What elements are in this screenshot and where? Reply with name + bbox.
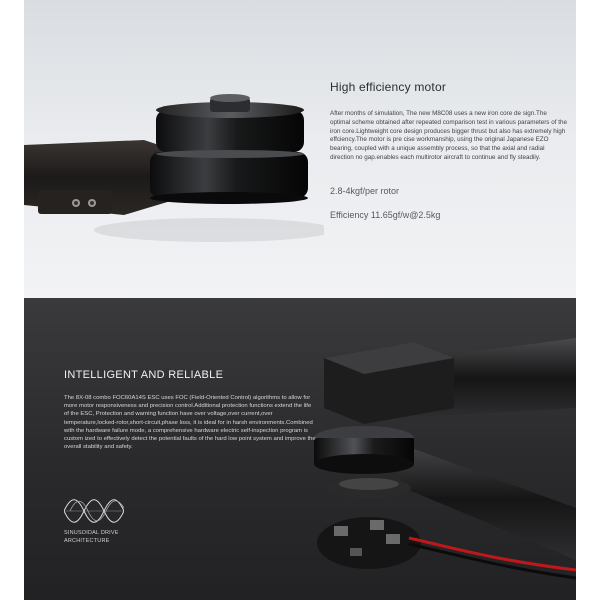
esc-section <box>24 298 576 600</box>
efficiency-stat: Efficiency 11.65gf/w@2.5kg <box>330 210 441 220</box>
sine-drive-label: SINUSOIDAL DRIVE ARCHITECTURE <box>64 530 119 544</box>
motor-section-description: After months of simulation, The new M8C08 uses a new iron core de sign.The optimal scheme obtained after repeated comparison test in various parameters of the iron core.Lightweight core design produces bigger thrust but also has extremely high effciency.The motor is pre cise workmanship, using the original Japanese EZO bearing, coupled with a unique assembly process, so that the axial and radial direction no gap.enables each multirotor aircraft to continue and fly steadily. <box>330 110 567 161</box>
motor-section-title: High efficiency motor <box>330 80 447 94</box>
motor-section <box>24 0 576 298</box>
esc-section-description: The 8X-08 combo FOC60A14S ESC uses FOC (Field-Oriented Control) algorithms to allow for more motor responsiveness and precision control.Additional protection functions extend the life of the ESC, Protection and warning function have over voltage,over current,over temperature,locked-rotor,short-circuit,phase loss, it is ideal for in harsh environments.Combined with the hardware failure mode, a comprehensive hardware electric self-inspection program is custom ized to effectively detect the potential faults of the hard low point system and improve the overall stability and safety. <box>64 395 316 451</box>
sine-wave-icon <box>64 496 124 526</box>
motor-image <box>24 0 324 298</box>
thrust-stat: 2.8-4kgf/per rotor <box>330 186 400 196</box>
esc-section-title: INTELLIGENT AND RELIABLE <box>64 369 224 381</box>
